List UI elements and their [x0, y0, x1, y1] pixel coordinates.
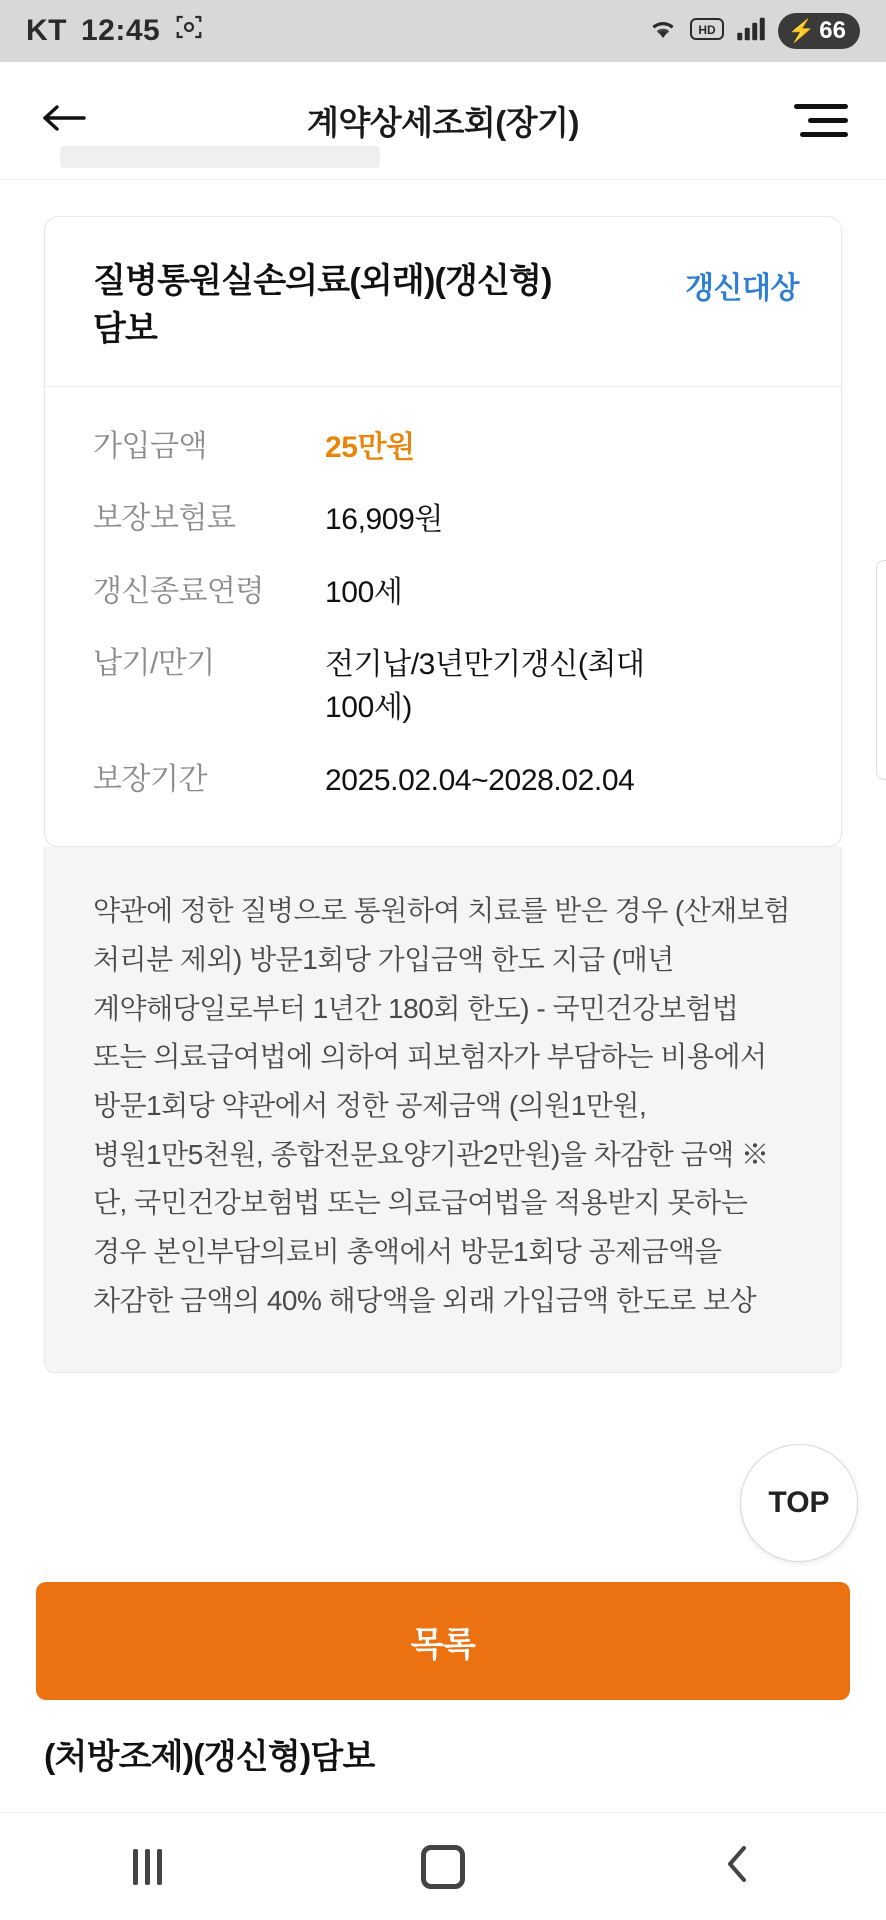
coverage-spec-table: [45, 387, 841, 847]
wifi-icon: [648, 16, 678, 47]
table-row: [93, 644, 793, 729]
system-navigation-bar: [0, 1812, 886, 1920]
list-button-label: 목록: [410, 1625, 476, 1664]
spec-label: 가입금액: [93, 429, 207, 463]
home-button[interactable]: [383, 1827, 503, 1907]
scroll-indicator[interactable]: [876, 560, 886, 780]
coverage-description-block: [44, 847, 842, 1372]
scroll-to-top-button[interactable]: [740, 1444, 858, 1562]
nav-back-icon: [721, 1842, 755, 1891]
page-title: 계약상세조회(장기): [306, 104, 579, 141]
hd-icon: [690, 16, 724, 47]
table-row: [93, 499, 793, 542]
hamburger-menu-icon[interactable]: [794, 93, 852, 149]
spec-label: 갱신종료연령: [93, 574, 264, 608]
background-content-placeholder: [60, 146, 380, 168]
signal-bars-icon: [736, 16, 766, 47]
spec-value: 100세: [325, 575, 403, 609]
back-arrow-icon: [38, 98, 90, 143]
recents-icon: [133, 1849, 162, 1885]
battery-indicator: [778, 13, 860, 49]
app-header: [0, 62, 886, 180]
coverage-description: 약관에 정한 질병으로 통원하여 치료를 받은 경우 (산재보험 처리분 제외) 방문1회당 가입금액 한도 지급 (매년 계약해당일로부터 1년간 180회 한도) - 국민건강보험법 또는 의료급여법에 의하여 피보험자가 부담하는 비용에서 방문1회당 약관에서 정한 공제금액 (의원1만원, 병원1만5천원, 종합전문요양기관2만원)을 차감한 금액 ※ 단, 국민건강보험법 또는 의료급여법을 적용받지 못하는 경우 본인부담의료비 총액에서 방문1회당 공제금액을 차감한 금액의 40% 해당액을 외래 가입금액 한도로 보상: [93, 895, 790, 1316]
top-button-label: TOP: [768, 1486, 830, 1519]
status-bar: [0, 0, 886, 62]
charging-bolt-icon: ⚡: [787, 18, 816, 43]
system-back-button[interactable]: [678, 1827, 798, 1907]
spec-value: 25만원: [325, 430, 415, 464]
list-button[interactable]: [36, 1582, 850, 1700]
spec-value: 2025.02.04~2028.02.04: [325, 763, 635, 797]
svg-text:HD: HD: [698, 22, 716, 37]
coverage-detail-card: [44, 216, 842, 847]
spec-label: 보장보험료: [93, 502, 236, 536]
clock-label: 12:45: [81, 14, 161, 47]
back-button[interactable]: [36, 93, 92, 149]
status-badge: 갱신대상: [685, 272, 799, 305]
table-row: [93, 427, 793, 470]
table-row: [93, 572, 793, 615]
coverage-title: 질병통원실손의료(외래)(갱신형)담보: [93, 262, 552, 349]
status-bar-right: [648, 13, 860, 49]
spec-value: 전기납/3년만기갱신(최대100세): [325, 648, 645, 724]
next-coverage-title-partial: (처방조제)(갱신형)담보: [44, 1738, 375, 1776]
spec-label: 납기/만기: [93, 647, 215, 681]
status-bar-left: [26, 12, 204, 50]
card-header: [45, 217, 841, 387]
recents-button[interactable]: [88, 1827, 208, 1907]
page-content: [0, 180, 886, 1812]
spec-value: 16,909원: [325, 503, 443, 537]
carrier-label: KT: [26, 14, 67, 47]
screenshot-icon: [174, 12, 204, 50]
home-icon: [421, 1845, 465, 1889]
spec-label: 보장기간: [93, 762, 207, 796]
battery-percent: 66: [819, 17, 846, 44]
table-row: [93, 760, 793, 803]
